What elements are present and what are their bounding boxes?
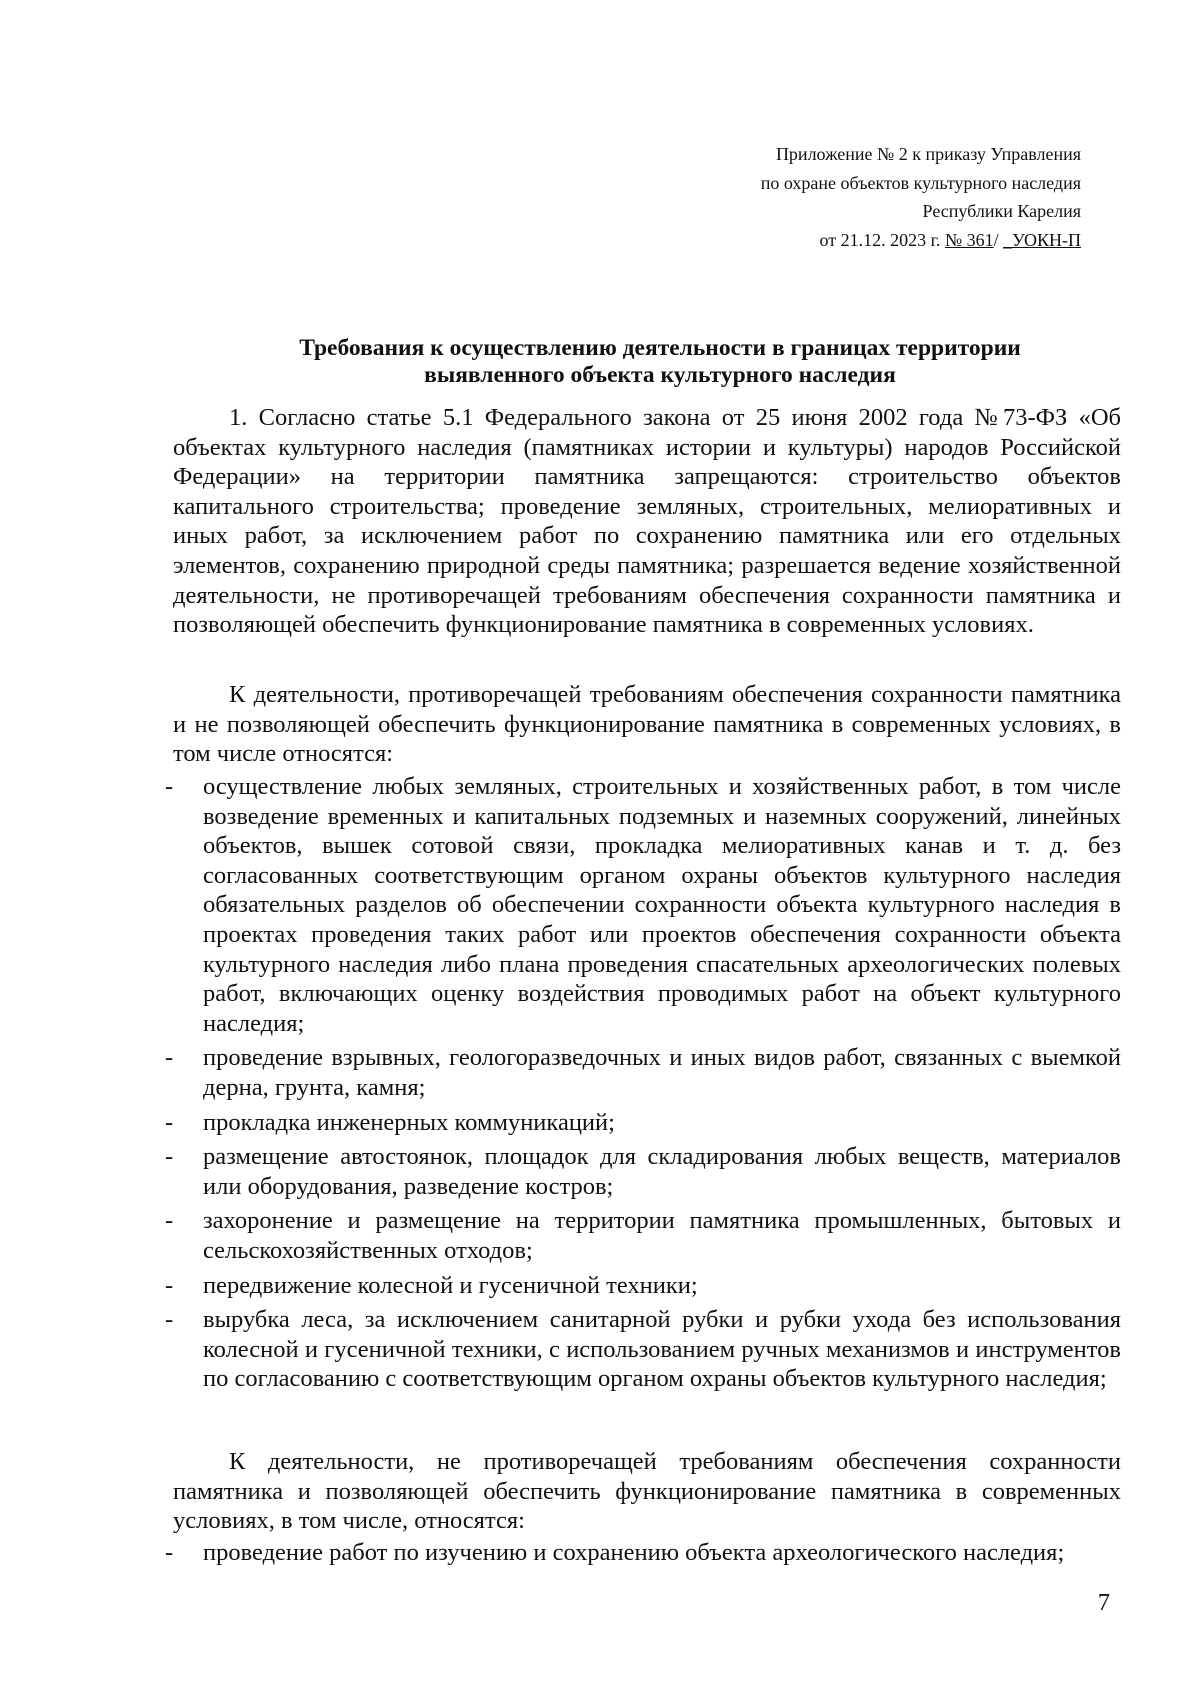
annex-line-1: Приложение № 2 к приказу Управления [775,144,1081,164]
annex-line-2: по охране объектов культурного наследия [760,172,1081,193]
list-item-text: прокладка инженерных коммуникаций; [203,1108,615,1136]
list-item-text: вырубка леса, за исключением санитарной рубки и рубки ухода без использования колесной и гусеничной техники, с использованием ручных механизмов и инструментов по согласованию с соответствующим органом охраны объектов культурного наследия; [203,1306,1121,1393]
paragraph-1-block [173,403,1121,640]
list-item-text: осуществление любых земляных, строительных и хозяйственных работ, в том числе возведение временных и капитальных подземных и наземных сооружений, линейных объектов, вышек сотовой связи, прокладка мелиоративных канав и т. д. без согласованных соответствующим органом охраны объектов культурного наследия обязательных разделов об обеспечении сохранности объекта культурного наследия в проектах проведения таких работ или проектов обеспечения сохранности объекта культурного наследия либо плана проведения спасательных археологических полевых работ, включающих оценку воздействия проводимых работ на объект культурного наследия; [203,773,1121,1037]
document-title [220,335,1100,389]
title-line-2: выявленного объекта культурного наследия [424,362,896,388]
list-item [165,772,1121,1038]
bullet-dash: - [165,1539,174,1566]
prohibited-activities-list [165,772,1121,1399]
annex-separator: / [993,229,1004,250]
paragraph-3-block [173,1447,1121,1536]
bullet-dash: - [165,1143,174,1171]
annex-date: от 21.12. 2023 г. [819,229,945,250]
title-line-1: Требования к осуществлению деятельности в границах территории [299,335,1021,361]
annex-line-3: Республики Карелия [922,201,1081,221]
list-item [165,1043,1121,1102]
paragraph-3: К деятельности, не противоречащей требованиям обеспечения сохранности памятника и позволяющей обеспечить функционирование памятника в современных условиях, в том числе, относятся: [173,1448,1121,1535]
list-item [165,1305,1121,1394]
paragraph-1: 1. Согласно статье 5.1 Федерального закона от 25 июня 2002 года №73-ФЗ «Об объектах культурного наследия (памятниках истории и культуры) народов Российской Федерации» на территории памятника запрещаются: строительство объектов капитального строительства; проведение земляных, строительных, мелиоративных и иных работ, за исключением работ по сохранению памятника или его отдельных элементов, сохранению природной среды памятника; разрешается ведение хозяйственной деятельности, не противоречащей требованиям обеспечения сохранности памятника и позволяющей обеспечить функционирование памятника в современных условиях. [173,404,1121,639]
bullet-dash: - [165,1044,174,1072]
list-item-text: проведение взрывных, геологоразведочных и иных видов работ, связанных с выемкой дерна, грунта, камня; [203,1044,1121,1101]
bullet-dash: - [165,1108,174,1136]
bullet-dash: - [165,1207,174,1235]
list-item-text: размещение автостоянок, площадок для складирования любых веществ, материалов или оборудования, разведение костров; [203,1143,1121,1200]
bullet-dash: - [165,1306,174,1334]
paragraph-2: К деятельности, противоречащей требованиям обеспечения сохранности памятника и не позволяющей обеспечить функционирование памятника в современных условиях, в том числе относятся: [173,681,1121,768]
list-item-text: передвижение колесной и гусеничной техники; [203,1271,698,1299]
list-item [165,1538,1121,1568]
list-item [165,1206,1121,1265]
annex-line-4 [761,226,1081,255]
list-item-text: проведение работ по изучению и сохранению объекта археологического наследия; [203,1539,1065,1566]
list-item [165,1142,1121,1201]
list-item [165,1108,1121,1138]
allowed-activities-list [165,1538,1121,1573]
annex-code: _УОКН-П [1003,229,1081,250]
annex-header [761,140,1081,254]
list-item [165,1271,1121,1301]
bullet-dash: - [165,773,174,800]
bullet-dash: - [165,1271,174,1299]
page-number: 7 [1097,1589,1110,1616]
list-item-text: захоронение и размещение на территории памятника промышленных, бытовых и сельскохозяйственных отходов; [203,1207,1121,1264]
annex-number: № 361 [944,229,994,250]
paragraph-2-block [173,680,1121,769]
